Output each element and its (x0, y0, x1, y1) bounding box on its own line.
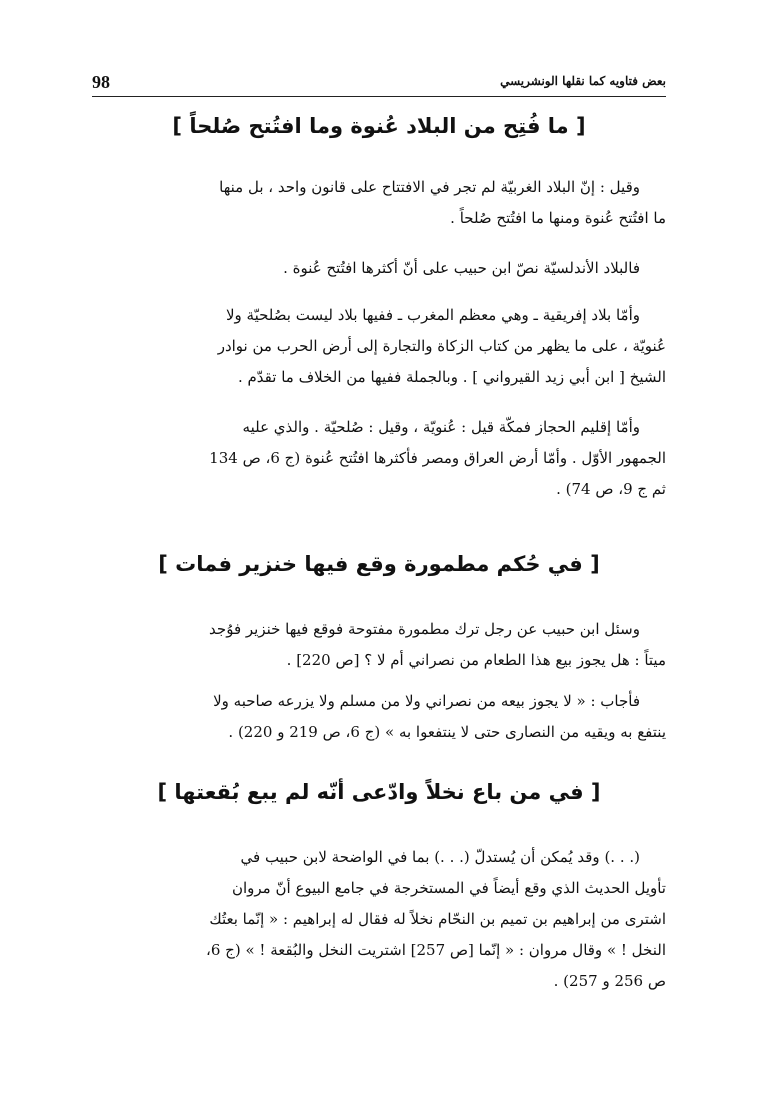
text-line: ص 256 و 257) . (553, 972, 666, 990)
paragraph (92, 300, 666, 393)
text-line: ميتاً : هل يجوز بيع هذا الطعام من نصراني أم لا ؟ [ص 220] . (286, 651, 666, 669)
paragraph (92, 253, 666, 284)
paragraph (92, 842, 666, 997)
text-line: ما افتُتح عُنوة ومنها ما افتُتح صُلحاً . (450, 209, 666, 227)
text-line: فالبلاد الأندلسيّة نصّ ابن حبيب على أنّ أكثرها افتُتح عُنوة . (283, 259, 640, 277)
text-line: ينتفع به ويقيه من النصارى حتى لا ينتفعوا به » (ج 6، ص 219 و 220) . (228, 723, 666, 741)
text-line: النخل ! » وقال مروان : « إنّما [ص 257] اشتريت النخل والبُقعة ! » (ج 6، (206, 941, 666, 959)
paragraph (92, 614, 666, 676)
text-line: الجمهور الأوّل . وأمّا أرض العراق ومصر فأكثرها افتُتح عُنوة (ج 6، ص 134 (209, 449, 666, 467)
text-line: (. . .) وقد يُمكن أن يُستدلّ (. . .) بما في الواضحة لابن حبيب في (240, 848, 640, 866)
text-line: فأجاب : « لا يجوز بيعه من نصراني ولا من مسلم ولا يزرعه صاحبه ولا (213, 692, 640, 710)
paragraph (92, 412, 666, 505)
text-line: وقيل : إنّ البلاد الغربيّة لم تجر في الافتتاح على قانون واحد ، بل منها (219, 178, 640, 196)
text-line: ثم ج 9، ص 74) . (556, 480, 666, 498)
book-title: بعض فتاويه كما نقلها الونشريسي (500, 74, 666, 88)
text-line: الشيخ [ ابن أبي زيد القيرواني ] . وبالجملة ففيها من الخلاف ما تقدّم . (237, 368, 666, 386)
paragraph (92, 686, 666, 748)
section-heading-1: [ ما فُتِح من البلاد عُنوة وما افتُتح صُلحاً ] (172, 114, 586, 138)
running-head (92, 70, 666, 97)
section-heading-2: [ في حُكم مطمورة وقع فيها خنزير فمات ] (158, 552, 600, 576)
text-line: تأويل الحديث الذي وقع أيضاً في المستخرجة في جامع البيوع أنّ مروان (231, 879, 666, 897)
page-number: 98 (92, 72, 110, 92)
section-heading-3: [ في من باع نخلاً وادّعى أنّه لم يبع بُقعتها ] (157, 780, 601, 804)
paragraph (92, 172, 666, 234)
text-line: وأمّا إقليم الحجاز فمكّة قيل : عُنويّة ، وقيل : صُلحيّة . والذي عليه (242, 418, 640, 436)
text-line: عُنويّة ، على ما يظهر من كتاب الزكاة والتجارة إلى أرض الحرب من نوادر (217, 337, 666, 355)
text-line: وسئل ابن حبيب عن رجل ترك مطمورة مفتوحة فوقع فيها خنزير فوُجد (209, 620, 640, 638)
text-line: وأمّا بلاد إفريقية ـ وهي معظم المغرب ـ ففيها بلاد ليست بصُلحيّة ولا (225, 306, 640, 324)
text-line: اشترى من إبراهيم بن تميم بن النحّام نخلاً له فقال له إبراهيم : « إنّما بعتُك (209, 910, 666, 928)
